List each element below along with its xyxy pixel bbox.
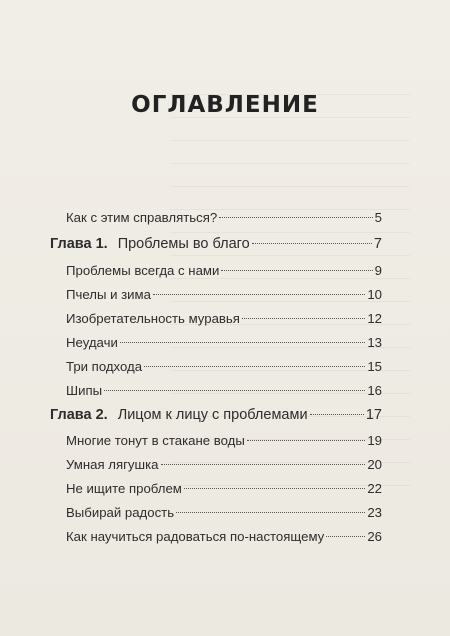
toc-chapter-entry: [50, 407, 382, 431]
dot-leader: [326, 536, 365, 537]
toc-entry-page: 5: [374, 210, 382, 225]
toc-entry-title: Лицом к лицу с проблемами: [117, 407, 308, 423]
toc-entry: [66, 263, 382, 287]
toc-entry-title: Шипы: [66, 383, 103, 398]
toc-entry: [66, 335, 382, 359]
dot-leader: [247, 440, 366, 441]
toc-entry-title: Проблемы во благо: [117, 236, 250, 252]
dot-leader: [120, 342, 365, 343]
toc-entry-title: Проблемы всегда с нами: [66, 263, 220, 278]
toc-entry-page: 19: [367, 433, 382, 448]
page-title: ОГЛАВЛЕНИЕ: [131, 92, 319, 118]
dot-leader: [252, 243, 372, 244]
toc-entry-page: 26: [367, 529, 382, 544]
toc-entry-title: Как с этим справляться?: [66, 210, 218, 225]
dot-leader: [104, 390, 365, 391]
toc-entry-page: 9: [374, 263, 382, 278]
toc-entry: [66, 359, 382, 383]
toc-entry: [66, 210, 382, 234]
toc-entry-page: 13: [367, 335, 382, 350]
dot-leader: [184, 488, 365, 489]
toc-entry-title: Три подхода: [66, 359, 143, 374]
dot-leader: [144, 366, 365, 367]
toc-entry: [66, 457, 382, 481]
toc-entry-page: 22: [367, 481, 382, 496]
toc-entry: [66, 529, 382, 553]
dot-leader: [153, 294, 365, 295]
toc-entry: [66, 287, 382, 311]
toc-entry: [66, 311, 382, 335]
toc-entry-page: 15: [367, 359, 382, 374]
toc-entry-title: Выбирай радость: [66, 505, 175, 520]
toc-entry: [66, 433, 382, 457]
toc-entry-page: 16: [367, 383, 382, 398]
dot-leader: [221, 270, 372, 271]
toc-entry-title: Как научиться радоваться по-настоящему: [66, 529, 325, 544]
toc-entry-title: Многие тонут в стакане воды: [66, 433, 245, 448]
toc-entry-page: 23: [367, 505, 382, 520]
dot-leader: [219, 217, 372, 218]
toc-entry: [66, 505, 382, 529]
toc-entry-page: 17: [365, 407, 382, 423]
toc-entry: [66, 481, 382, 505]
dot-leader: [242, 318, 365, 319]
toc-entry-page: 12: [367, 311, 382, 326]
chapter-number: Глава 2.: [50, 407, 108, 423]
toc-entry-title: Умная лягушка: [66, 457, 159, 472]
toc-entry-title: Изобретательность муравья: [66, 311, 240, 326]
dot-leader: [161, 464, 366, 465]
toc-entry-title: Пчелы и зима: [66, 287, 151, 302]
dot-leader: [310, 414, 364, 415]
chapter-number: Глава 1.: [50, 236, 108, 252]
toc-entry-page: 10: [367, 287, 382, 302]
toc-entry-page: 20: [367, 457, 382, 472]
toc-entry-page: 7: [373, 236, 382, 252]
toc-chapter-entry: [50, 236, 382, 260]
toc-entry-title: Неудачи: [66, 335, 118, 350]
dot-leader: [176, 512, 365, 513]
toc-entry-title: Не ищите проблем: [66, 481, 182, 496]
toc-entry: [66, 383, 382, 407]
